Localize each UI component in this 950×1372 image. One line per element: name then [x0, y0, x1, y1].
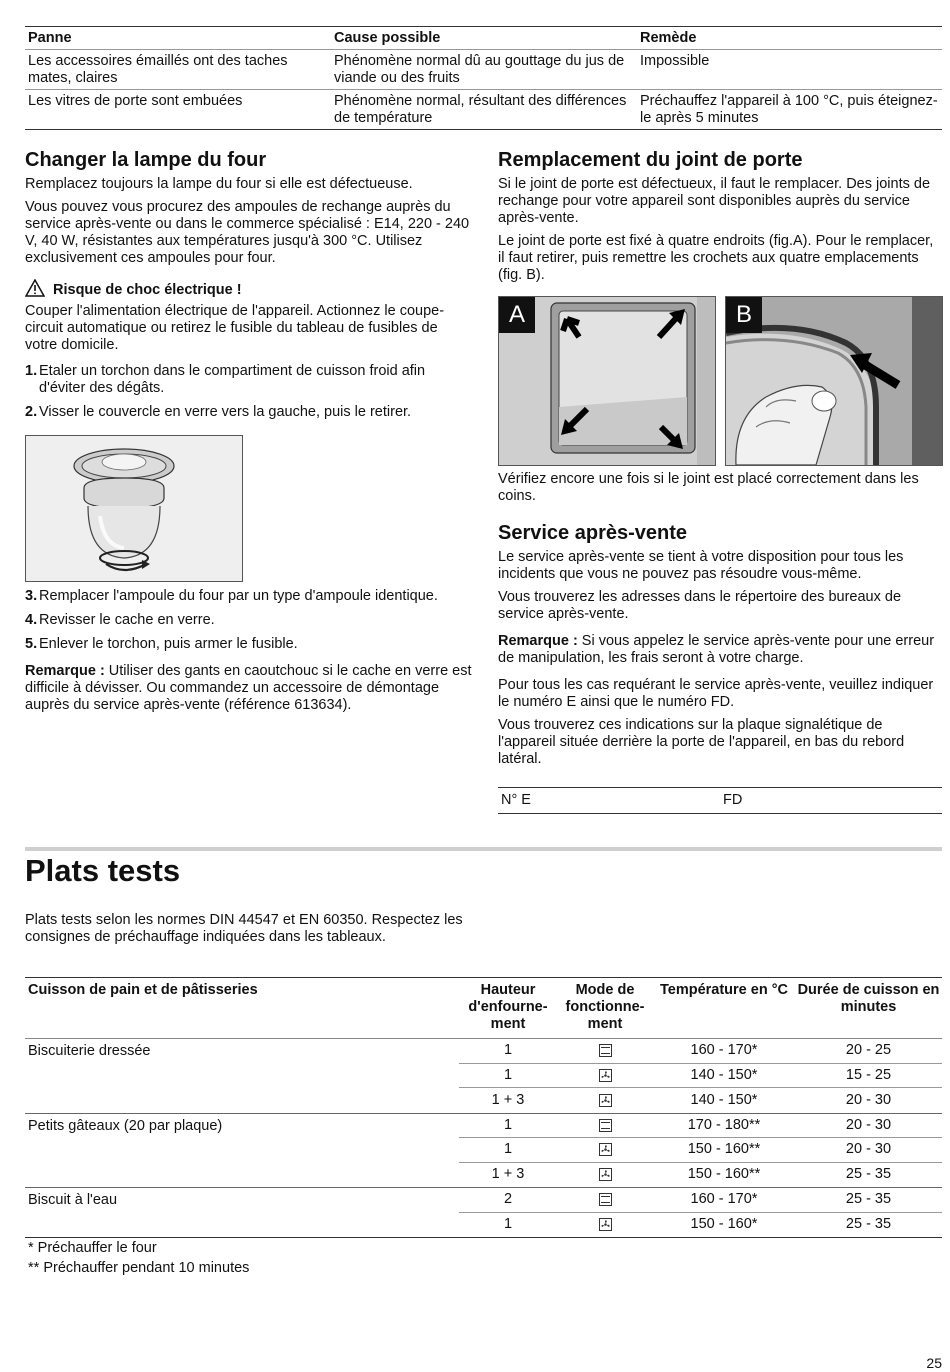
- mode-cell: [557, 1218, 653, 1231]
- header-panne: Panne: [28, 30, 72, 46]
- step-text: Etaler un torchon dans le compartiment de cuisson froid afin d'éviter des dégâts.: [39, 363, 426, 396]
- service-paragraph-2: Vous trouverez les adresses dans le répertoire des bureaux de service après-vente.: [498, 589, 902, 622]
- duration-cell: 25 - 35: [845, 1216, 892, 1233]
- table-row: [459, 1064, 942, 1089]
- temperature-cell: 150 - 160**: [687, 1166, 761, 1183]
- figure-a-label: A: [508, 301, 525, 328]
- seal-paragraph-2: Le joint de porte est fixé à quatre endroits (fig.A). Pour le remplacer, il faut retirer, puis remettre les crochets aux quatre emplacements (fig. B).: [498, 233, 934, 283]
- troubleshooting-header-row: [25, 27, 942, 50]
- dish-name: Biscuit à l'eau: [28, 1192, 118, 1208]
- table-row: [459, 1039, 942, 1064]
- header-level: Hauteur d'enfourne-ment: [468, 982, 548, 1032]
- service-paragraph-1: Le service après-vente se tient à votre disposition pour tous les incidents que vous ne pouvez pas résoudre vous-même.: [498, 549, 904, 582]
- note-text: Utiliser des gants en caoutchouc si le cache en verre est difficile à dévisser. Ou commandez un accessoire de démontage auprès du service après-vente (référence 613634).: [25, 663, 472, 713]
- duration-cell: 15 - 25: [845, 1066, 892, 1083]
- mode-cell: [557, 1044, 653, 1057]
- footnote-1: * Préchauffer le four: [28, 1240, 157, 1256]
- duration-cell: 20 - 30: [845, 1091, 892, 1108]
- level-cell: 2: [503, 1191, 513, 1208]
- e-number-label: N° E: [501, 792, 531, 808]
- figure-a-door-seal-corners: [498, 296, 716, 466]
- baking-tests-table: [25, 977, 942, 1238]
- temperature-cell: 160 - 170*: [690, 1191, 758, 1208]
- conventional-heat-icon: [599, 1193, 612, 1206]
- temperature-cell: 140 - 150*: [690, 1066, 758, 1083]
- table-header-row: [25, 978, 942, 1039]
- figure-b-label: B: [735, 301, 752, 328]
- temperature-cell: 140 - 150*: [690, 1091, 758, 1108]
- header-temperature: Température en °C: [659, 982, 788, 998]
- steps-list-a: [25, 363, 473, 421]
- tests-intro: Plats tests selon les normes DIN 44547 et EN 60350. Respectez les consignes de préchauffage indiquées dans les tableaux.: [25, 912, 463, 945]
- warning-text: Couper l'alimentation électrique de l'appareil. Actionnez le coupe-circuit automatique ou retirez le fusible du tableau de fusibles de votre domicile.: [25, 303, 445, 353]
- table-cell: Impossible: [640, 53, 710, 69]
- troubleshooting-table: [25, 26, 942, 130]
- service-paragraph-4: Pour tous les cas requérant le service après-vente, veuillez indiquer le numéro E ainsi que le numéro FD.: [498, 677, 934, 710]
- e-fd-number-field: [498, 787, 942, 814]
- table-row-group: [25, 1114, 942, 1189]
- header-duration: Durée de cuisson en minutes: [797, 982, 940, 1015]
- level-cell: 1: [503, 1141, 513, 1158]
- service-note: [498, 633, 942, 667]
- list-item: [25, 588, 473, 605]
- duration-cell: 20 - 30: [845, 1116, 892, 1133]
- warning-title: Risque de choc électrique !: [53, 282, 242, 298]
- page-number: 25: [926, 1355, 942, 1371]
- list-item: [25, 612, 473, 629]
- step-number: 1.: [25, 363, 38, 379]
- temperature-cell: 170 - 180**: [687, 1116, 761, 1133]
- header-mode: Mode de fonctionne-ment: [565, 982, 645, 1032]
- duration-cell: 20 - 30: [845, 1141, 892, 1158]
- dish-name: Petits gâteaux (20 par plaque): [28, 1117, 223, 1134]
- table-cell: Les accessoires émaillés ont des taches mates, claires: [28, 53, 288, 86]
- lamp-section: [25, 148, 473, 421]
- conventional-heat-icon: [599, 1044, 612, 1057]
- step-number: 3.: [25, 588, 38, 604]
- duration-cell: 25 - 35: [845, 1166, 892, 1183]
- mode-cell: [557, 1168, 653, 1181]
- table-row: [459, 1088, 942, 1113]
- step-number: 2.: [25, 404, 38, 420]
- step-text: Revisser le cache en verre.: [39, 612, 215, 628]
- step-number: 4.: [25, 612, 38, 628]
- table-row: [459, 1114, 942, 1139]
- step-text: Visser le couvercle en verre vers la gauche, puis le retirer.: [39, 404, 412, 420]
- hot-air-icon: [599, 1069, 612, 1082]
- seal-section: [498, 148, 942, 284]
- lamp-title: Changer la lampe du four: [25, 149, 267, 171]
- temperature-cell: 160 - 170*: [690, 1042, 758, 1059]
- table-cell: Phénomène normal, résultant des différences de température: [334, 93, 627, 126]
- mode-cell: [557, 1094, 653, 1107]
- header-remede: Remède: [640, 30, 697, 46]
- table-row: [459, 1188, 942, 1213]
- table-cell: Les vitres de porte sont embuées: [28, 93, 243, 109]
- steps-list-b: [25, 588, 473, 714]
- table-row-group: [25, 1039, 942, 1114]
- list-item: [25, 404, 473, 421]
- conventional-heat-icon: [599, 1119, 612, 1132]
- step-text: Enlever le torchon, puis armer le fusible.: [39, 636, 298, 652]
- figure-b-seal-hook: [725, 296, 943, 466]
- service-title: Service après-vente: [498, 522, 688, 544]
- level-cell: 1: [503, 1116, 513, 1133]
- hot-air-icon: [599, 1218, 612, 1231]
- temperature-cell: 150 - 160*: [690, 1216, 758, 1233]
- table-row: [459, 1138, 942, 1163]
- service-section: [498, 471, 942, 768]
- level-cell: 1: [503, 1066, 513, 1083]
- level-cell: 1 + 3: [491, 1166, 525, 1183]
- list-item: [25, 363, 473, 397]
- table-cell: Préchauffez l'appareil à 100 °C, puis éteignez-le après 5 minutes: [640, 93, 938, 126]
- hot-air-icon: [599, 1168, 612, 1181]
- table-row-group: [25, 1188, 942, 1238]
- section-divider: [25, 847, 942, 851]
- table-row: [459, 1213, 942, 1238]
- step-text: Remplacer l'ampoule du four par un type d'ampoule identique.: [39, 588, 438, 604]
- duration-cell: 25 - 35: [845, 1191, 892, 1208]
- duration-cell: 20 - 25: [845, 1042, 892, 1059]
- table-row: [25, 90, 942, 130]
- table-cell: Phénomène normal dû au gouttage du jus de viande ou des fruits: [334, 53, 625, 86]
- temperature-cell: 150 - 160**: [687, 1141, 761, 1158]
- table-row: [459, 1163, 942, 1188]
- level-cell: 1: [503, 1216, 513, 1233]
- lamp-paragraph-2: Vous pouvez vous procurez des ampoules de rechange auprès du service après-vente ou dans le commerce spécialisé : E14, 220 - 240 V, 40 W, résistantes aux températures jusqu'à 300 °C. Utilisez exclusivement ces ampoules pour four.: [25, 199, 470, 266]
- seal-paragraph-3: Vérifiez encore une fois si le joint est placé correctement dans les coins.: [498, 471, 919, 504]
- lamp-cover-illustration: [25, 435, 243, 582]
- step-number: 5.: [25, 636, 38, 652]
- service-paragraph-5: Vous trouverez ces indications sur la plaque signalétique de l'appareil située derrière la porte de l'appareil, en bas du rebord latéral.: [498, 717, 905, 767]
- lamp-paragraph-1: Remplacez toujours la lampe du four si elle est défectueuse.: [25, 176, 413, 192]
- seal-paragraph-1: Si le joint de porte est défectueux, il faut le remplacer. Des joints de rechange pour votre appareil sont disponibles auprès du service après-vente.: [498, 176, 931, 226]
- hot-air-icon: [599, 1094, 612, 1107]
- footnote-2: ** Préchauffer pendant 10 minutes: [28, 1260, 250, 1276]
- note-label: Remarque :: [25, 663, 105, 679]
- mode-cell: [557, 1143, 653, 1156]
- mode-cell: [557, 1069, 653, 1082]
- warning-triangle-icon: [25, 279, 47, 302]
- warning-heading: [25, 279, 473, 302]
- table-row: [25, 50, 942, 90]
- note-label: Remarque :: [498, 633, 578, 649]
- tests-title: Plats tests: [25, 853, 181, 888]
- mode-cell: [557, 1119, 653, 1132]
- lamp-note: [25, 663, 473, 714]
- level-cell: 1 + 3: [491, 1091, 525, 1108]
- note-text: Si vous appelez le service après-vente pour une erreur de manipulation, les frais seront à votre charge.: [498, 633, 935, 666]
- fd-number-label: FD: [723, 792, 743, 808]
- level-cell: 1: [503, 1042, 513, 1059]
- header-cause: Cause possible: [334, 30, 441, 46]
- seal-title: Remplacement du joint de porte: [498, 149, 803, 171]
- mode-cell: [557, 1193, 653, 1206]
- dish-name: Biscuiterie dressée: [28, 1043, 151, 1059]
- table-body: [25, 1039, 942, 1238]
- list-item: [25, 636, 473, 653]
- hot-air-icon: [599, 1143, 612, 1156]
- header-dish: Cuisson de pain et de pâtisseries: [28, 982, 258, 998]
